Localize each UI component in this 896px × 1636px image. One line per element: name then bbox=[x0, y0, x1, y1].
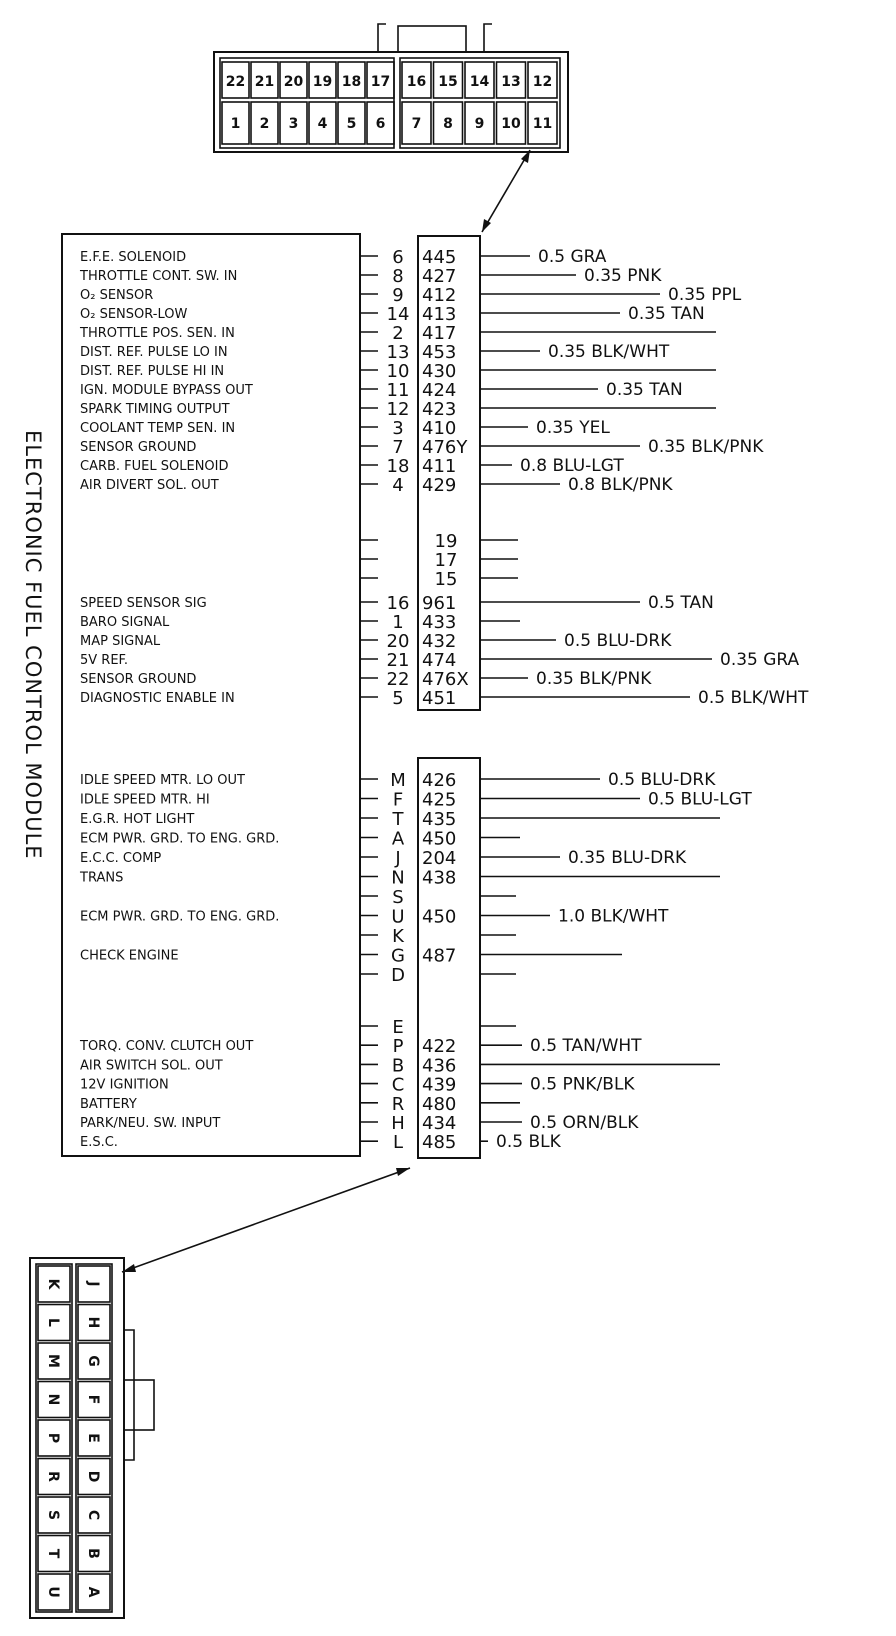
bottom-pin-label: 3 bbox=[288, 116, 299, 132]
circuit-number: 435 bbox=[422, 809, 457, 830]
bottom-connector-pin: J bbox=[85, 1281, 101, 1287]
ecm-pin: A bbox=[391, 828, 405, 850]
ecm-pin: 3 bbox=[392, 418, 404, 439]
circuit-number: 422 bbox=[422, 1036, 457, 1058]
arrow-bottom bbox=[122, 1168, 410, 1272]
ecm-pin: 14 bbox=[386, 304, 410, 325]
ecm-pin: K bbox=[392, 926, 404, 947]
ecm-pin: C bbox=[391, 1074, 405, 1096]
ecm-pin: 4 bbox=[392, 475, 404, 496]
wire-color: 0.5 ORN/BLK bbox=[530, 1113, 639, 1133]
bottom-connector-pin: A bbox=[85, 1586, 101, 1598]
function-label: SPEED SENSOR SIG bbox=[80, 596, 207, 611]
bottom-pin-label: 11 bbox=[532, 116, 553, 132]
ecm-pin: D bbox=[391, 965, 405, 986]
ecm-pin: 10 bbox=[386, 361, 410, 382]
wire-color: 0.35 PNK bbox=[584, 266, 662, 286]
top-pin-label: 17 bbox=[370, 74, 391, 90]
top-pin-label: 13 bbox=[501, 74, 521, 90]
wire-color: 0.5 PNK/BLK bbox=[530, 1074, 635, 1095]
ecm-pin: P bbox=[392, 1036, 404, 1058]
bottom-connector-pin: K bbox=[45, 1278, 61, 1290]
spare-pin: 17 bbox=[434, 550, 458, 571]
function-label: AIR SWITCH SOL. OUT bbox=[80, 1058, 223, 1074]
bottom-pin-label: 1 bbox=[230, 116, 241, 132]
circuit-number: 413 bbox=[422, 304, 457, 325]
ecm-pin: 7 bbox=[392, 437, 404, 458]
wire-color: 0.35 TAN bbox=[628, 304, 705, 324]
module-title: ELECTRONIC FUEL CONTROL MODULE bbox=[21, 430, 45, 860]
bottom-pin-label: 8 bbox=[443, 116, 453, 132]
ecm-pin: 20 bbox=[386, 631, 410, 652]
function-label: SPARK TIMING OUTPUT bbox=[80, 402, 230, 417]
ecm-pin: 5 bbox=[392, 688, 404, 709]
wire-color: 0.5 BLK/WHT bbox=[698, 688, 809, 708]
function-label: E.C.C. COMP bbox=[80, 851, 162, 866]
ecm-pin: 9 bbox=[392, 285, 404, 306]
ecm-pin: E bbox=[392, 1017, 404, 1038]
top-pin-label: 18 bbox=[341, 74, 362, 90]
function-label: DIST. REF. PULSE HI IN bbox=[80, 364, 225, 379]
top-pin-label: 22 bbox=[225, 74, 246, 90]
function-label: SENSOR GROUND bbox=[80, 672, 197, 687]
function-label: COOLANT TEMP SEN. IN bbox=[80, 421, 236, 436]
circuit-number: 412 bbox=[422, 285, 457, 306]
ecm-pin: R bbox=[391, 1093, 405, 1115]
bottom-connector-pin: L bbox=[45, 1318, 61, 1327]
function-label: MAP SIGNAL bbox=[80, 634, 161, 649]
bottom-connector-pin: E bbox=[85, 1433, 101, 1443]
circuit-number: 204 bbox=[422, 848, 457, 869]
wire-color: 0.35 TAN bbox=[606, 380, 683, 400]
circuit-number: 410 bbox=[422, 418, 457, 439]
function-label: AIR DIVERT SOL. OUT bbox=[80, 478, 219, 493]
circuit-number: 423 bbox=[422, 399, 457, 420]
bottom-connector-pin: S bbox=[45, 1509, 61, 1521]
circuit-number: 432 bbox=[422, 631, 457, 652]
wire-color: 0.35 BLK/WHT bbox=[548, 342, 670, 362]
wire-color: 0.35 YEL bbox=[536, 418, 610, 438]
wire-color: 0.35 BLK/PNK bbox=[648, 437, 764, 457]
circuit-number: 450 bbox=[422, 828, 457, 850]
top-pin-label: 19 bbox=[312, 74, 333, 90]
wire-color: 0.35 BLK/PNK bbox=[536, 669, 652, 689]
bottom-connector-pin: C bbox=[85, 1509, 101, 1521]
wire-color: 0.35 GRA bbox=[720, 650, 800, 670]
function-label: THROTTLE CONT. SW. IN bbox=[80, 269, 238, 284]
ecm-pin: 18 bbox=[386, 456, 410, 477]
function-label: PARK/NEU. SW. INPUT bbox=[80, 1116, 221, 1131]
function-label: IGN. MODULE BYPASS OUT bbox=[80, 383, 253, 398]
ecm-pin: M bbox=[390, 770, 406, 791]
ecm-pin: N bbox=[391, 867, 405, 889]
ecm-pin: L bbox=[392, 1132, 404, 1154]
circuit-number: 438 bbox=[422, 867, 457, 889]
wire-color: 0.8 BLU-LGT bbox=[520, 456, 624, 476]
circuit-number: 476X bbox=[422, 669, 469, 690]
spare-pin: 19 bbox=[434, 531, 458, 552]
function-label: IDLE SPEED MTR. HI bbox=[80, 792, 210, 808]
circuit-number: 436 bbox=[422, 1055, 457, 1077]
circuit-number: 439 bbox=[422, 1074, 457, 1096]
wire-color: 0.5 BLK bbox=[496, 1132, 561, 1153]
circuit-number: 476Y bbox=[422, 437, 468, 458]
bottom-connector-pin: N bbox=[45, 1393, 61, 1406]
wire-color: 0.5 TAN bbox=[648, 593, 714, 613]
top-connector bbox=[214, 24, 568, 152]
function-label: E.G.R. HOT LIGHT bbox=[80, 812, 195, 827]
top-pin-label: 15 bbox=[438, 74, 458, 90]
bottom-pin-label: 9 bbox=[474, 116, 485, 132]
wire-color: 0.5 TAN/WHT bbox=[530, 1036, 642, 1057]
circuit-number: 411 bbox=[422, 456, 457, 477]
circuit-number: 453 bbox=[422, 342, 457, 363]
top-pin-label: 14 bbox=[469, 74, 490, 90]
circuit-number: 429 bbox=[422, 475, 457, 496]
function-label: BARO SIGNAL bbox=[80, 615, 170, 630]
bottom-pin-label: 4 bbox=[317, 116, 328, 132]
circuit-number: 451 bbox=[422, 688, 457, 709]
function-label: ECM PWR. GRD. TO ENG. GRD. bbox=[80, 909, 280, 925]
function-label: 12V IGNITION bbox=[80, 1077, 169, 1093]
circuit-number: 426 bbox=[422, 770, 457, 791]
bottom-connector bbox=[30, 1258, 154, 1618]
function-label: ECM PWR. GRD. TO ENG. GRD. bbox=[80, 831, 280, 847]
function-label: DIST. REF. PULSE LO IN bbox=[80, 345, 228, 360]
function-label: TORQ. CONV. CLUTCH OUT bbox=[80, 1039, 254, 1055]
circuit-number: 961 bbox=[422, 593, 457, 614]
ecm-pin: 13 bbox=[386, 342, 410, 363]
wire-color: 0.5 BLU-DRK bbox=[564, 631, 672, 651]
ecm-pin: H bbox=[391, 1113, 405, 1134]
circuit-number: 427 bbox=[422, 266, 457, 287]
ecm-pin: J bbox=[395, 848, 401, 869]
function-label: CHECK ENGINE bbox=[80, 948, 179, 964]
function-label: BATTERY bbox=[80, 1096, 137, 1112]
bottom-connector-pin: M bbox=[45, 1354, 61, 1368]
function-label: O₂ SENSOR-LOW bbox=[80, 307, 188, 322]
function-label: IDLE SPEED MTR. LO OUT bbox=[80, 773, 245, 788]
ecm-pin: 16 bbox=[386, 593, 410, 614]
bottom-connector-pin: F bbox=[85, 1394, 101, 1405]
wire-color: 0.5 BLU-LGT bbox=[648, 789, 752, 810]
ecm-pin: 1 bbox=[392, 612, 404, 633]
ecm-pin: 11 bbox=[386, 380, 410, 401]
top-pin-label: 20 bbox=[283, 74, 304, 90]
circuit-number: 445 bbox=[422, 247, 457, 268]
circuit-number: 485 bbox=[422, 1132, 457, 1154]
bottom-connector-pin: U bbox=[45, 1586, 61, 1598]
bottom-pin-label: 10 bbox=[501, 116, 521, 132]
bottom-connector-pin: R bbox=[45, 1471, 61, 1482]
circuit-number: 434 bbox=[422, 1113, 457, 1134]
ecm-pin: S bbox=[392, 887, 404, 908]
bottom-connector-pin: B bbox=[85, 1548, 101, 1559]
arrow-top bbox=[482, 150, 530, 232]
circuit-number: 450 bbox=[422, 906, 457, 928]
function-label: 5V REF. bbox=[80, 653, 129, 668]
wire-color: 0.5 BLU-DRK bbox=[608, 770, 716, 790]
bottom-connector-pin: P bbox=[45, 1432, 61, 1444]
function-label: TRANS bbox=[80, 870, 124, 886]
bottom-connector-pin: T bbox=[45, 1548, 61, 1559]
ecm-pin: 12 bbox=[386, 399, 410, 420]
wire-color: 0.35 PPL bbox=[668, 285, 742, 305]
function-label: E.S.C. bbox=[80, 1135, 118, 1151]
ecm-pin: G bbox=[391, 945, 405, 967]
circuit-number: 433 bbox=[422, 612, 457, 633]
bottom-pin-label: 7 bbox=[411, 116, 422, 132]
ecm-pin: T bbox=[392, 809, 404, 830]
bottom-pin-label: 2 bbox=[259, 116, 270, 132]
circuit-number: 417 bbox=[422, 323, 457, 344]
circuit-number: 424 bbox=[422, 380, 457, 401]
function-label: SENSOR GROUND bbox=[80, 440, 197, 455]
bottom-connector-pin: D bbox=[85, 1470, 101, 1483]
circuit-number: 480 bbox=[422, 1093, 457, 1115]
ecm-pin: 22 bbox=[386, 669, 410, 690]
bottom-pin-label: 6 bbox=[375, 116, 386, 132]
circuit-number: 430 bbox=[422, 361, 457, 382]
top-pin-label: 12 bbox=[532, 74, 553, 90]
circuit-number: 487 bbox=[422, 945, 457, 967]
wire-color: 0.5 GRA bbox=[538, 247, 607, 267]
wire-color: 0.35 BLU-DRK bbox=[568, 848, 687, 868]
ecm-pin: 2 bbox=[392, 323, 404, 344]
bottom-pin-label: 5 bbox=[346, 116, 357, 132]
circuit-number: 425 bbox=[422, 789, 457, 811]
bottom-connector-pin: G bbox=[85, 1355, 101, 1367]
bottom-connector-pin: H bbox=[85, 1316, 101, 1329]
top-pin-label: 21 bbox=[254, 74, 275, 90]
function-label: THROTTLE POS. SEN. IN bbox=[80, 326, 235, 341]
ecm-pin: 8 bbox=[392, 266, 404, 287]
spare-pin: 15 bbox=[434, 569, 458, 590]
circuit-number: 474 bbox=[422, 650, 457, 671]
wire-color: 0.8 BLK/PNK bbox=[568, 475, 673, 495]
function-label: DIAGNOSTIC ENABLE IN bbox=[80, 691, 235, 706]
function-label: E.F.E. SOLENOID bbox=[80, 250, 187, 265]
ecm-pin: U bbox=[391, 906, 405, 928]
wire-color: 1.0 BLK/WHT bbox=[558, 906, 669, 927]
ecm-pin: 21 bbox=[386, 650, 410, 671]
ecm-pin: F bbox=[392, 789, 404, 811]
ecm-pin: B bbox=[391, 1055, 405, 1077]
top-pin-label: 16 bbox=[406, 74, 427, 90]
function-label: O₂ SENSOR bbox=[80, 288, 154, 303]
pin-rows bbox=[79, 247, 809, 1153]
function-label: CARB. FUEL SOLENOID bbox=[80, 459, 229, 474]
ecm-pin: 6 bbox=[392, 247, 404, 268]
